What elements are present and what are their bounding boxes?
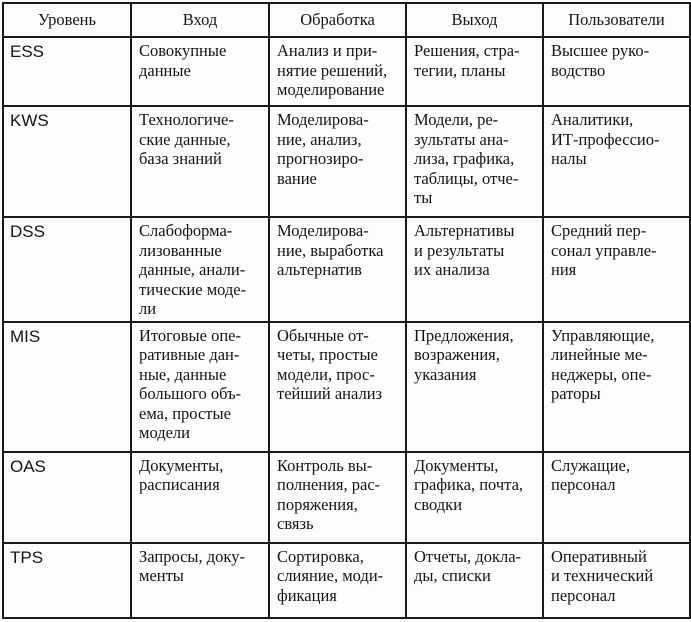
level-cell: ESS <box>3 37 131 106</box>
cell-line: сводки <box>414 494 463 514</box>
cell-line: их анализа <box>414 260 490 279</box>
cell-line: Слабоформа- <box>139 221 233 240</box>
cell-line: расписания <box>139 475 220 494</box>
cell-line: данные, анали- <box>139 260 246 279</box>
cell-line: полнения, рас- <box>277 475 381 494</box>
cell-line: нятие решений, <box>277 60 388 80</box>
table-row <box>3 37 690 106</box>
table-row <box>3 322 690 452</box>
cell-line: персонал <box>551 585 616 605</box>
users-cell <box>543 322 690 452</box>
cell-line: Документы, <box>414 455 499 475</box>
processing-cell <box>269 322 406 452</box>
cell-line: Моделирова- <box>277 221 369 240</box>
cell-line: база знаний <box>139 149 222 168</box>
cell-line: модели, прос- <box>277 364 375 384</box>
cell-line: фикация <box>277 585 337 605</box>
users-cell <box>543 543 690 618</box>
processing-cell <box>269 452 406 543</box>
cell-line: четы, простые <box>277 345 378 364</box>
output-cell <box>406 452 543 543</box>
cell-line: Альтернативы <box>414 221 515 240</box>
cell-line: слияние, моди- <box>277 566 384 585</box>
cell-line: сонал управле- <box>551 240 657 260</box>
cell-line: данные <box>139 60 191 80</box>
cell-line: Сортировка, <box>277 546 364 566</box>
cell-line: Совокупные <box>139 41 227 60</box>
cell-line: Анализ и при- <box>277 41 378 60</box>
cell-line: раторы <box>551 384 601 403</box>
cell-line: Итоговые опе- <box>139 325 241 345</box>
header-level: Уровень <box>3 3 131 37</box>
cell-line: связь <box>277 514 314 533</box>
cell-line: большого объ- <box>139 384 242 403</box>
cell-line: Предложения, <box>414 325 514 345</box>
header-output: Выход <box>406 3 543 37</box>
cell-line: Модели, ре- <box>414 110 499 129</box>
cell-line: ды, списки <box>414 566 491 585</box>
output-cell <box>406 217 543 322</box>
table-row <box>3 543 690 618</box>
level-cell: TPS <box>3 543 131 618</box>
cell-line: тические моде- <box>139 279 247 299</box>
input-cell <box>131 452 269 543</box>
cell-line: Обычные от- <box>277 325 369 345</box>
table-row <box>3 452 690 543</box>
cell-line: ративные дан- <box>139 345 240 364</box>
cell-line: возражения, <box>414 345 500 364</box>
cell-line: и результаты <box>414 240 505 260</box>
cell-line: Аналитики, <box>551 110 634 129</box>
table-row <box>3 106 690 217</box>
cell-line: водство <box>551 60 606 80</box>
users-cell <box>543 37 690 106</box>
cell-line: ема, простые <box>139 403 231 423</box>
cell-line: таблицы, отче- <box>414 168 519 188</box>
level-cell: OAS <box>3 452 131 543</box>
cell-line: Контроль вы- <box>277 455 373 475</box>
cell-line: альтернатив <box>277 260 362 279</box>
processing-cell <box>269 217 406 322</box>
table-header-row <box>3 3 690 37</box>
output-cell <box>406 543 543 618</box>
cell-line: и технический <box>551 566 654 585</box>
cell-line: Моделирова- <box>277 110 369 129</box>
output-cell <box>406 106 543 217</box>
level-cell: DSS <box>3 217 131 322</box>
cell-line: лизованные <box>139 240 222 260</box>
cell-line: Служащие, <box>551 455 630 475</box>
input-cell <box>131 37 269 106</box>
input-cell <box>131 217 269 322</box>
processing-cell <box>269 37 406 106</box>
cell-line: ние, анализ, <box>277 129 362 149</box>
cell-line: указания <box>414 364 477 384</box>
cell-line: ли <box>139 299 157 318</box>
cell-line: прогнозиро- <box>277 149 364 168</box>
input-cell <box>131 106 269 217</box>
cell-line: ты <box>414 188 433 207</box>
cell-line: линейные ме- <box>551 345 648 364</box>
level-cell: KWS <box>3 106 131 217</box>
cell-line: Запросы, доку- <box>139 546 245 566</box>
header-processing: Обработка <box>269 3 406 37</box>
cell-line: поряжения, <box>277 494 358 514</box>
cell-line: тейший анализ <box>277 384 383 403</box>
cell-line: персонал <box>551 475 616 494</box>
cell-line: Высшее руко- <box>551 41 650 60</box>
processing-cell <box>269 543 406 618</box>
cell-line: Отчеты, докла- <box>414 546 522 566</box>
input-cell <box>131 543 269 618</box>
cell-line: Решения, стра- <box>414 41 520 60</box>
users-cell <box>543 217 690 322</box>
cell-line: модели <box>139 423 190 442</box>
cell-line: ские данные, <box>139 129 231 149</box>
header-users: Пользователи <box>543 3 690 37</box>
output-cell <box>406 322 543 452</box>
cell-line: лиза, графика, <box>414 149 515 168</box>
cell-line: ные, данные <box>139 364 227 384</box>
cell-line: тегии, планы <box>414 60 506 80</box>
cell-line: Технологиче- <box>139 110 234 129</box>
cell-line: моделирование <box>277 80 385 99</box>
cell-line: Оперативный <box>551 546 647 566</box>
cell-line: ние, выработка <box>277 240 384 260</box>
cell-line: Документы, <box>139 455 224 475</box>
cell-line: Управляющие, <box>551 325 655 345</box>
cell-line: менты <box>139 566 184 585</box>
cell-line: ИТ-профессио- <box>551 129 660 149</box>
processing-cell <box>269 106 406 217</box>
users-cell <box>543 452 690 543</box>
input-cell <box>131 322 269 452</box>
cell-line: Средний пер- <box>551 221 647 240</box>
cell-line: неджеры, опе- <box>551 364 652 384</box>
level-cell: MIS <box>3 322 131 452</box>
output-cell <box>406 37 543 106</box>
cell-line: графика, почта, <box>414 475 524 494</box>
cell-line: зультаты ана- <box>414 129 509 149</box>
cell-line: ния <box>551 260 577 279</box>
information-systems-table <box>2 2 691 619</box>
users-cell <box>543 106 690 217</box>
cell-line: налы <box>551 149 587 168</box>
header-input: Вход <box>131 3 269 37</box>
table-row <box>3 217 690 322</box>
cell-line: вание <box>277 168 317 188</box>
